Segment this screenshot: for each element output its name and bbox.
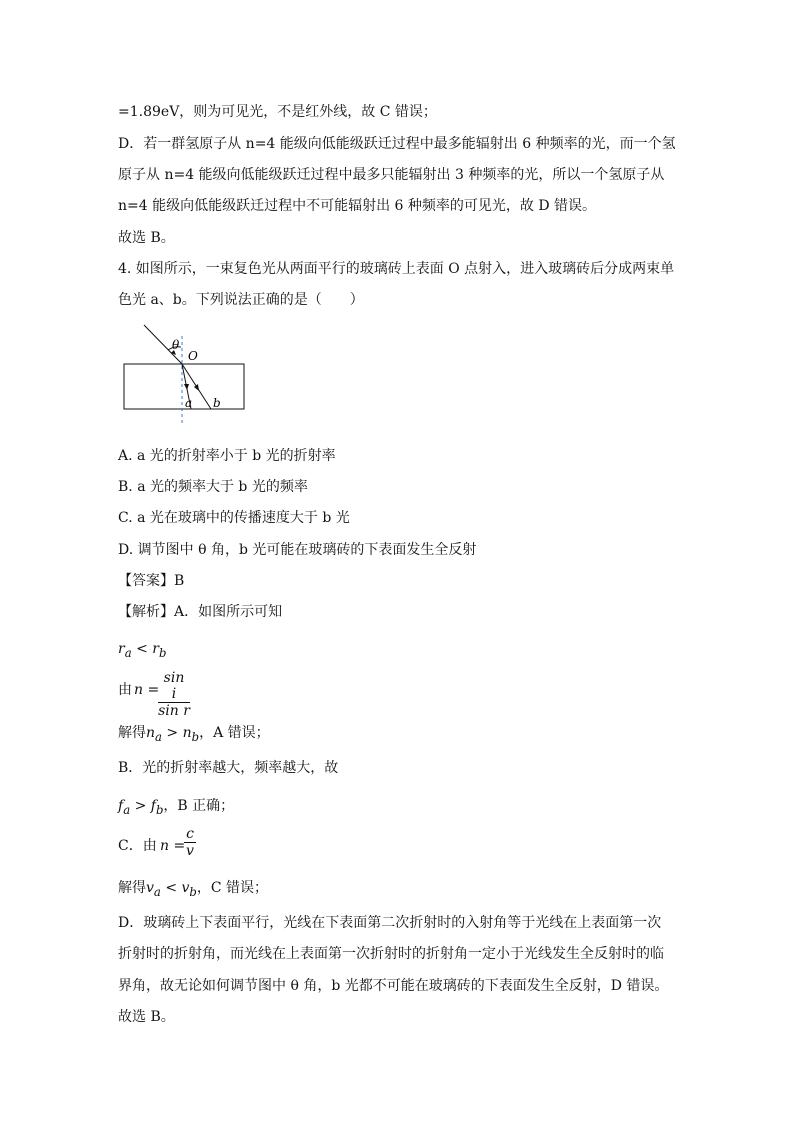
ray-b-arrow-icon — [194, 384, 199, 391]
text-line: n=4 能级向低能级跃迁过程中不可能辐射出 6 种频率的可见光，故 D 错误。 — [118, 198, 597, 214]
formula-snell-prefix: 由 — [118, 682, 132, 698]
option-c: C. a 光在玻璃中的传播速度大于 b 光 — [118, 510, 350, 526]
text-line: B．光的折射率越大，频率越大，故 — [118, 760, 339, 776]
text-line: 故选 B。 — [118, 1009, 175, 1025]
text-line: 原子从 n=4 能级向低能级跃迁过程中最多只能辐射出 3 种频率的光，所以一个氢原子从 — [118, 167, 665, 183]
analysis-heading: 【解析】A．如图所示可知 — [118, 604, 283, 620]
ray-a-arrow-icon — [184, 384, 189, 390]
formula-nv-fraction: $\frac{c}{v}$ — [184, 826, 196, 859]
text-line: D．玻璃砖上下表面平行，光线在下表面第二次折射时的入射角等于光线在上表面第一次 — [118, 915, 662, 931]
ray-b-label: b — [213, 396, 221, 410]
option-b: B. a 光的频率大于 b 光的频率 — [118, 479, 308, 495]
text-line: D．若一群氢原子从 n=4 能级向低能级跃迁过程中最多能辐射出 6 种频率的光，而一个氢 — [118, 136, 676, 152]
answer-line: 【答案】B — [118, 573, 185, 589]
text-line: 故选 B。 — [118, 230, 175, 246]
ray-a-label: a — [185, 396, 193, 410]
text-line: =1.89eV，则为可见光，不是红外线，故 C 错误； — [118, 104, 437, 120]
glass-brick-diagram — [118, 320, 258, 430]
formula-nv-lhs: n = — [160, 838, 186, 854]
formula-snell-lhs: n = — [134, 682, 160, 698]
result-line: 解得$n_a > n_b$，A 错误； — [118, 725, 270, 744]
question-text: 4. 如图所示，一束复色光从两面平行的玻璃砖上表面 O 点射入，进入玻璃砖后分成两束单 — [118, 261, 675, 277]
question-text: 色光 a、b。下列说法正确的是（ ） — [118, 292, 364, 308]
point-o-label: O — [188, 349, 198, 363]
formula-ra-rb: $r_a < r_b$ — [118, 641, 167, 660]
text-line: 折射时的折射角，而光线在上表面第一次折射时的折射角一定小于光线发生全反射时的临 — [118, 946, 664, 962]
option-a: A. a 光的折射率小于 b 光的折射率 — [118, 448, 336, 464]
result-line: 解得$v_a < v_b$，C 错误； — [118, 880, 269, 899]
theta-label: θ — [172, 338, 180, 352]
glass-brick — [124, 364, 244, 409]
text-line: 界角，故无论如何调节图中 θ 角，b 光都不可能在玻璃砖的下表面发生全反射，D 错误。 — [118, 978, 669, 994]
formula-snell-fraction: $\frac{\text{sin i}}{\text{sin r}}$ — [158, 670, 190, 719]
option-d: D. 调节图中 θ 角，b 光可能在玻璃砖的下表面发生全反射 — [118, 542, 477, 558]
formula-nv-prefix: C．由 — [118, 838, 157, 854]
formula-fa-fb: $f_a > f_b$，B 正确； — [118, 798, 235, 817]
